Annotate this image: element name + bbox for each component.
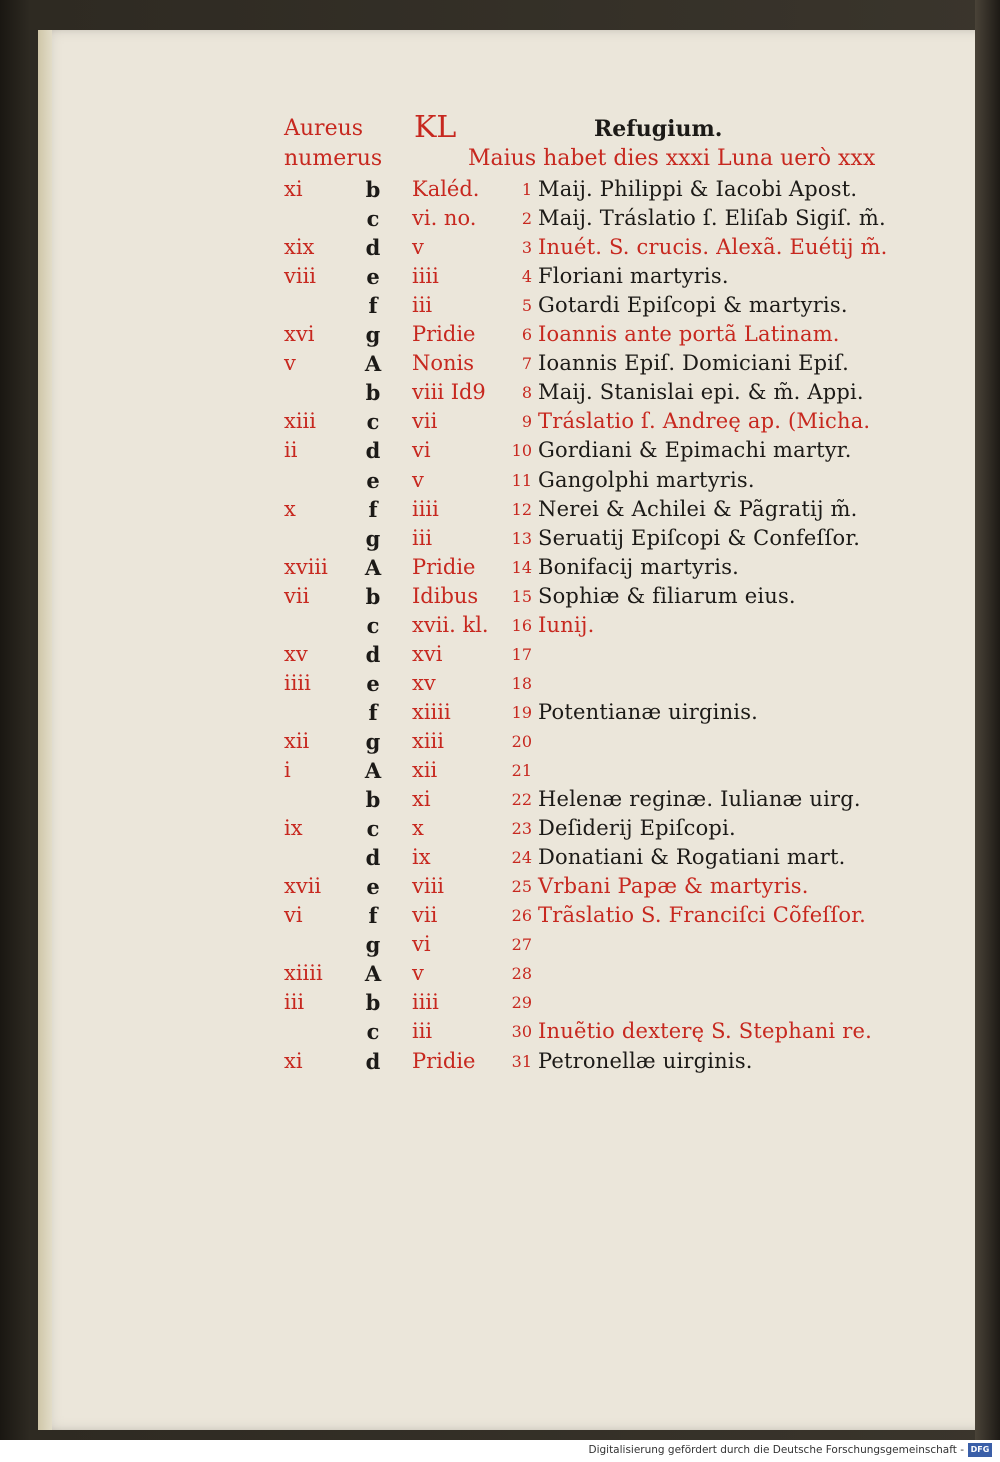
calendar-row (38, 640, 990, 669)
day-number: 21 (511, 761, 532, 780)
day-number: 15 (511, 586, 532, 606)
roman-date: Kaléd. (412, 177, 480, 201)
dominical-letter: g (365, 525, 381, 551)
roman-date: iiii (412, 264, 439, 289)
golden-number: xiii (284, 409, 316, 434)
day-number: 14 (511, 557, 532, 577)
roman-date: Nonis (412, 351, 475, 376)
header-numerus: numerus (284, 146, 383, 171)
calendar-row (38, 698, 990, 727)
day-number: 9 (521, 412, 532, 432)
feast-name: Tráslatio ſ. Andreę ap. (Micha. (538, 409, 871, 434)
calendar-row (38, 611, 990, 640)
feast-name: Helenæ reginæ. Iulianæ uirg. (538, 787, 861, 812)
dominical-letter: d (365, 1048, 381, 1074)
day-number: 8 (521, 383, 532, 403)
dominical-letter: c (366, 409, 380, 435)
feast-name: Iunij. (538, 612, 595, 637)
day-number: 7 (521, 354, 532, 374)
dominical-letter: e (366, 467, 380, 493)
header-aureus: Aureus (284, 116, 364, 141)
feast-name: Inuẽtio dexterę S. Stephani re. (538, 1019, 872, 1044)
roman-date: iii (412, 525, 433, 550)
dominical-letter: f (368, 903, 378, 929)
calendar-row (38, 349, 990, 378)
calendar-row (38, 495, 990, 524)
header-subtitle: Maius habet dies xxxi Luna uerò xxx (468, 146, 876, 171)
day-number: 18 (511, 673, 532, 693)
golden-number: x (284, 496, 296, 521)
feast-name: Deſiderij Epiſcopi. (538, 816, 736, 841)
feast-name: Bonifacij martyris. (538, 554, 740, 579)
calendar-row (38, 378, 990, 407)
golden-number: iii (284, 990, 305, 1015)
dominical-letter: f (368, 496, 378, 522)
roman-date: xvi (412, 641, 443, 666)
roman-date: vi. no. (412, 206, 477, 231)
day-number: 25 (511, 877, 532, 897)
calendar-row (38, 756, 990, 785)
calendar-row (38, 320, 990, 349)
feast-name: Floriani martyris. (538, 264, 729, 289)
dominical-letter: d (365, 235, 381, 261)
roman-date: iiii (412, 496, 439, 521)
roman-date: iii (412, 293, 433, 318)
footer-bar (0, 1440, 1000, 1462)
feast-name: Inuét. S. crucis. Alexã. Euétij m̃. (538, 235, 888, 260)
golden-number: i (284, 758, 291, 782)
feast-name: Nerei & Achilei & Pãgratij m̃. (538, 496, 858, 521)
day-number: 4 (521, 267, 532, 287)
calendar-row (38, 204, 990, 233)
feast-name: Trãslatio S. Franciſci Cõfeſſor. (538, 903, 867, 928)
book-page (38, 30, 990, 1430)
calendar-row (38, 988, 990, 1017)
golden-number: xvi (284, 322, 315, 347)
day-number: 1 (521, 180, 532, 199)
dominical-letter: c (366, 612, 380, 638)
golden-number: xi (284, 177, 303, 201)
dominical-letter: d (365, 438, 381, 464)
roman-date: vii (412, 409, 438, 434)
dominical-letter: A (364, 351, 382, 377)
dominical-letter: b (365, 787, 381, 813)
calendar-row (38, 233, 990, 262)
dominical-letter: e (366, 874, 380, 900)
roman-date: viii (412, 874, 445, 899)
roman-date: vi (412, 438, 431, 463)
header-refugium: Refugium. (594, 116, 723, 142)
calendar-row (38, 262, 990, 291)
roman-date: iii (412, 1019, 433, 1044)
day-number: 27 (511, 935, 532, 955)
roman-date: Pridie (412, 554, 476, 579)
feast-name: Petronellæ uirginis. (538, 1048, 753, 1073)
day-number: 17 (511, 644, 532, 664)
roman-date: viii Id9 (412, 380, 486, 405)
dominical-letter: g (365, 728, 381, 754)
dominical-letter: b (365, 380, 381, 406)
calendar-row (38, 1017, 990, 1046)
roman-date: xi (412, 787, 431, 812)
calendar-row (38, 436, 990, 465)
calendar-row (38, 669, 990, 698)
day-number: 5 (521, 296, 532, 316)
roman-date: xii (412, 758, 438, 782)
golden-number: ix (284, 816, 303, 841)
dominical-letter: e (366, 670, 380, 696)
dominical-letter: f (368, 699, 378, 725)
calendar-row (38, 814, 990, 843)
dominical-letter: b (365, 583, 381, 609)
day-number: 28 (511, 964, 532, 984)
calendar-row (38, 901, 990, 930)
day-number: 12 (511, 499, 532, 519)
roman-date: Pridie (412, 322, 476, 347)
day-number: 23 (511, 819, 532, 839)
feast-name: Maij. Philippi & Iacobi Apost. (538, 177, 858, 201)
roman-date: ix (412, 845, 431, 870)
day-number: 13 (511, 528, 532, 548)
calendar-row (38, 930, 990, 959)
roman-date: vii (412, 903, 438, 928)
calendar-row (38, 843, 990, 872)
day-number: 31 (511, 1051, 532, 1071)
feast-name: Gangolphi martyris. (538, 467, 755, 492)
binding-edge (975, 0, 1000, 1440)
feast-name: Maij. Stanislai epi. & m̃. Appi. (538, 380, 864, 405)
dominical-letter: b (365, 990, 381, 1016)
dominical-letter: g (365, 322, 381, 348)
golden-number: xix (284, 235, 315, 260)
feast-name: Gotardi Epiſcopi & martyris. (538, 293, 848, 318)
calendar-row (38, 466, 990, 495)
day-number: 10 (511, 441, 532, 461)
day-number: 3 (521, 238, 532, 258)
calendar-row (38, 175, 990, 204)
roman-date: xv (412, 670, 436, 695)
day-number: 29 (511, 993, 532, 1013)
roman-date: xiiii (412, 699, 451, 724)
day-number: 6 (521, 325, 532, 345)
feast-name: Ioannis ante portã Latinam. (538, 322, 840, 347)
golden-number: vii (284, 583, 310, 608)
calendar-row (38, 291, 990, 320)
feast-name: Maij. Tráslatio ſ. Eliſab Sigiſ. m̃. (538, 206, 886, 231)
calendar-row (38, 872, 990, 901)
feast-name: Ioannis Epiſ. Domiciani Epiſ. (538, 351, 850, 376)
calendar-row (38, 524, 990, 553)
day-number: 30 (511, 1022, 532, 1042)
calendar-row (38, 582, 990, 611)
golden-number: viii (284, 264, 317, 289)
golden-number: xviii (284, 554, 328, 579)
golden-number: xiiii (284, 961, 323, 986)
dominical-letter: g (365, 932, 381, 958)
dominical-letter: c (366, 816, 380, 842)
golden-number: ii (284, 438, 298, 463)
calendar-row (38, 727, 990, 756)
roman-date: xiii (412, 728, 444, 753)
roman-date: Pridie (412, 1048, 476, 1073)
roman-date: iiii (412, 990, 439, 1015)
dominical-letter: b (365, 177, 381, 202)
dominical-letter: d (365, 845, 381, 871)
calendar-row (38, 959, 990, 988)
feast-name: Gordiani & Epimachi martyr. (538, 438, 852, 463)
roman-date: v (412, 961, 424, 986)
golden-number: xvii (284, 874, 322, 899)
dominical-letter: A (364, 758, 382, 783)
day-number: 22 (511, 790, 532, 810)
calendar-row (38, 553, 990, 582)
feast-name: Vrbani Papæ & martyris. (538, 874, 809, 899)
day-number: 16 (511, 615, 532, 635)
feast-name: Potentianæ uirginis. (538, 699, 759, 724)
golden-number: vi (284, 903, 303, 928)
day-number: 26 (511, 906, 532, 926)
feast-name: Donatiani & Rogatiani mart. (538, 845, 846, 870)
calendar-row (38, 785, 990, 814)
golden-number: iiii (284, 670, 311, 695)
dominical-letter: d (365, 641, 381, 667)
day-number: 24 (511, 848, 532, 868)
dominical-letter: f (368, 293, 378, 319)
day-number: 19 (511, 702, 532, 722)
roman-date: vi (412, 932, 431, 957)
roman-date: x (412, 816, 424, 841)
golden-number: xii (284, 728, 310, 753)
golden-number: xi (284, 1048, 303, 1073)
golden-number: xv (284, 641, 308, 666)
day-number: 20 (511, 731, 532, 751)
roman-date: Idibus (412, 583, 479, 608)
dfg-logo: DFG (968, 1443, 992, 1457)
feast-name: Seruatij Epiſcopi & Confeſſor. (538, 525, 861, 550)
calendar-row (38, 1047, 990, 1076)
dominical-letter: e (366, 264, 380, 290)
feast-name: Sophiæ & filiarum eius. (538, 583, 796, 608)
day-number: 11 (511, 470, 532, 490)
dominical-letter: c (366, 206, 380, 232)
roman-date: v (412, 467, 424, 492)
dominical-letter: A (364, 961, 382, 987)
page-edge (38, 30, 52, 1430)
dominical-letter: A (364, 554, 382, 580)
day-number: 2 (521, 209, 532, 229)
golden-number: v (284, 351, 296, 376)
calendar-row (38, 407, 990, 436)
dominical-letter: c (366, 1019, 380, 1045)
roman-date: v (412, 235, 424, 260)
header-kl: KL (414, 110, 457, 145)
footer-credit: Digitalisierung gefördert durch die Deutsche Forschungsgemeinschaft - (588, 1444, 964, 1456)
roman-date: xvii. kl. (412, 612, 489, 637)
